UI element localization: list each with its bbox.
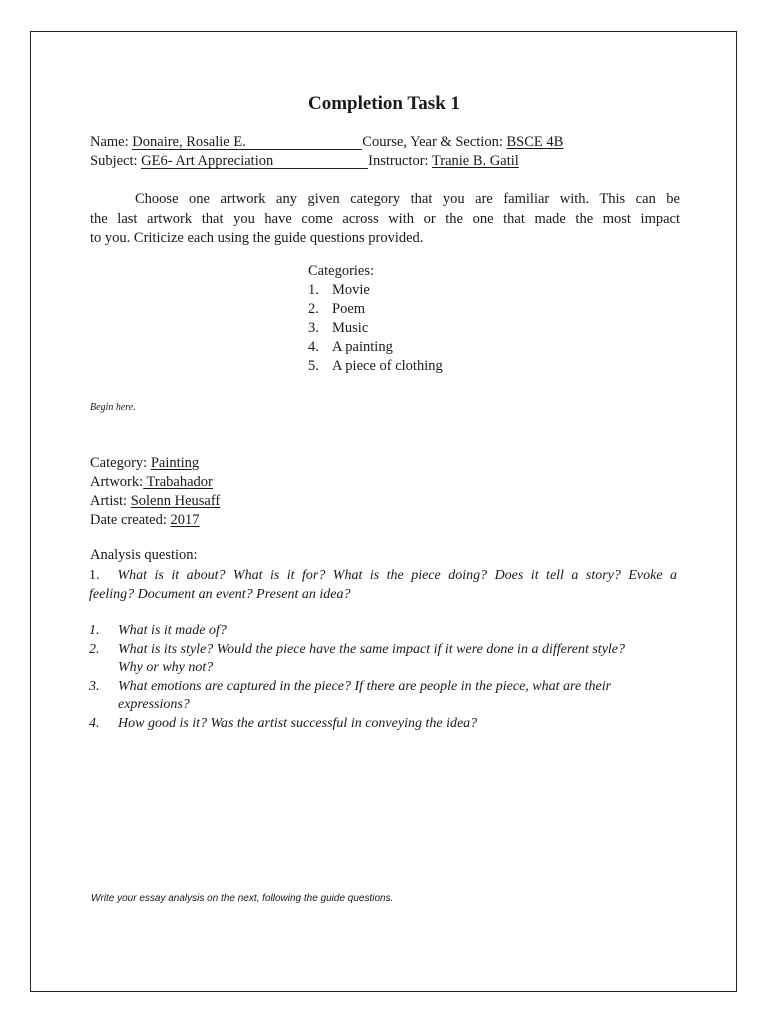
instructions-paragraph [90, 190, 680, 249]
begin-here-note: Begin here. [90, 402, 136, 413]
list-item: 4. How good is it? Was the artist successful in conveying the idea? [89, 715, 478, 731]
category-row: Category: Painting [90, 455, 200, 471]
course-value: BSCE 4B [506, 134, 564, 150]
document-title: Completion Task 1 [307, 93, 461, 114]
question-1-line-1: What is it about? What is it for? What is the piece doing? Does it tell a story? Evoke a [117, 568, 677, 583]
artwork-row: Artwork: Trabahador [90, 474, 213, 490]
footer-note: Write your essay analysis on the next, following the guide questions. [91, 893, 394, 904]
instructions-line-2: the last artwork that you have come across with or the one that made the most impact [90, 210, 680, 227]
list-item: 1. What is it made of? [89, 623, 227, 638]
categories-block [308, 262, 443, 376]
question-1-number: 1. [89, 568, 100, 583]
subject-row [90, 153, 519, 170]
list-item: 3. Music [308, 320, 369, 336]
question-1-paragraph [89, 566, 677, 604]
analysis-heading: Analysis question: [90, 547, 198, 563]
guide-questions-list [89, 622, 684, 733]
list-item: 3. What emotions are captured in the piece? If there are people in the piece, what are their expressions? [89, 678, 612, 712]
subject-label: Subject: [90, 153, 142, 169]
instructions-line-1: Choose one artwork any given category that you are familiar with. This can be [135, 191, 680, 207]
artwork-value: Trabahador [143, 474, 213, 490]
list-item: 5. A piece of clothing [308, 358, 443, 374]
date-value: 2017 [170, 512, 200, 528]
name-row [90, 134, 563, 151]
date-row: Date created: 2017 [90, 512, 200, 528]
instructor-label: Instructor: [368, 153, 432, 169]
instructions-line-3: to you. Criticize each using the guide questions provided. [90, 230, 424, 246]
categories-heading: Categories: [308, 263, 375, 279]
artist-row: Artist: Solenn Heusaff [90, 493, 221, 509]
list-item: 2. Poem [308, 301, 366, 317]
artist-value: Solenn Heusaff [130, 493, 221, 509]
instructor-value: Tranie B. Gatil [431, 153, 519, 169]
list-item: 4. A painting [308, 339, 393, 355]
name-value: Donaire, Rosalie E. [132, 135, 362, 150]
question-1-line-2: feeling? Document an event? Present an idea? [89, 587, 351, 602]
categories-list [308, 281, 443, 376]
name-label: Name: [90, 134, 133, 150]
list-item: 2. What is its style? Would the piece have the same impact if it were done in a different style? Why or why not? [89, 641, 626, 675]
course-label: Course, Year & Section: [362, 134, 507, 150]
subject-value: GE6- Art Appreciation [141, 154, 368, 169]
list-item: 1. Movie [308, 282, 370, 298]
category-value: Painting [150, 455, 200, 471]
